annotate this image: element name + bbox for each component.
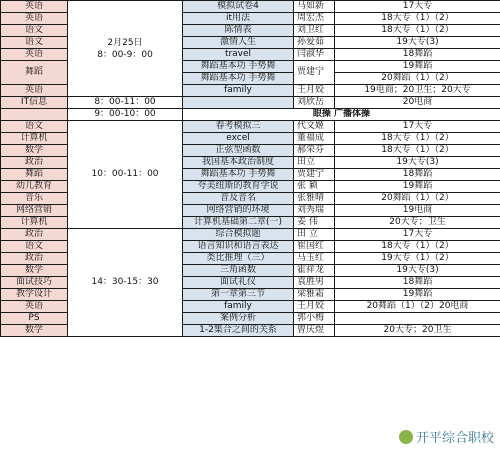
subject-cell: 语文 <box>1 37 68 49</box>
teacher-cell: 董福成 <box>294 133 335 145</box>
subject-cell: 英语 <box>1 1 68 13</box>
subject-cell: 舞蹈 <box>1 61 68 85</box>
watermark <box>397 427 496 446</box>
course-cell: 类比推理（三） <box>183 253 294 265</box>
course-cell: 1-2集合之间的关系 <box>183 325 294 337</box>
subject-cell: 语文 <box>1 121 68 133</box>
teacher-cell: 梁雅霜 <box>294 289 335 301</box>
time-slot-cell: 9：00-10：00 <box>68 109 183 121</box>
class-cell: 17大专 <box>335 1 500 13</box>
class-cell: 19电商；20卫生；20大专 <box>335 85 500 97</box>
subject-cell: 数学 <box>1 145 68 157</box>
teacher-cell: 王月姣 <box>294 301 335 313</box>
watermark-text: 开平综合职校 <box>415 431 494 446</box>
course-cell: 陈情表 <box>183 25 294 37</box>
class-cell <box>335 313 500 325</box>
class-cell: 18大专（1）（2） <box>335 241 500 253</box>
class-cell: 18大专（1）（2） <box>335 25 500 37</box>
subject-cell: 数学 <box>1 325 68 337</box>
subject-cell: 教学设计 <box>1 289 68 301</box>
teacher-cell: 张雅晴 <box>294 193 335 205</box>
course-cell: travel <box>183 49 294 61</box>
exercise-band: 眼操 广播体操 <box>183 109 500 121</box>
class-cell: 18舞蹈 <box>335 277 500 289</box>
subject-cell: 英语 <box>1 13 68 25</box>
teacher-cell: 张 颖 <box>294 181 335 193</box>
teacher-cell: 王月姣 <box>294 85 335 97</box>
class-cell: 20舞蹈（1）（2） <box>335 193 500 205</box>
subject-cell: 舞蹈 <box>1 169 68 181</box>
course-cell: 网络营销的环境 <box>183 205 294 217</box>
course-cell: 夸美纽斯的教育学说 <box>183 181 294 193</box>
class-cell: 17大专 <box>335 229 500 241</box>
class-cell: 19大专(3) <box>335 157 500 169</box>
class-cell: 20舞蹈（1）（2）20电商 <box>335 301 500 313</box>
course-cell: 三角函数 <box>183 265 294 277</box>
subject-cell: 英语 <box>1 301 68 313</box>
table-row <box>1 121 500 133</box>
course-cell: 案例分析 <box>183 313 294 325</box>
subject-cell <box>1 109 68 121</box>
class-cell: 20舞蹈（1）（2） <box>335 73 500 85</box>
table-row <box>1 1 500 13</box>
course-cell: 激情人生 <box>183 37 294 49</box>
class-cell: 20电商 <box>335 97 500 109</box>
subject-cell: 语文 <box>1 25 68 37</box>
course-cell: excel <box>183 133 294 145</box>
course-cell: 语言知识和语言表达 <box>183 241 294 253</box>
class-cell: 18舞蹈 <box>335 49 500 61</box>
time-slot-cell: 14：30-15：30 <box>68 229 183 337</box>
class-cell: 19舞蹈 <box>335 181 500 193</box>
time-slot-cell: 10：00-11：00 <box>68 121 183 229</box>
teacher-cell: 田 立 <box>294 229 335 241</box>
class-cell: 18大专（1）（2） <box>335 145 500 157</box>
course-cell: 我国基本政治制度 <box>183 157 294 169</box>
class-cell: 18大专（1）（2） <box>335 13 500 25</box>
teacher-cell: 霍祥龙 <box>294 265 335 277</box>
course-cell: 舞蹈基本功 手势舞 <box>183 61 294 73</box>
course-cell: 春考模拟三 <box>183 121 294 133</box>
subject-cell: 英语 <box>1 85 68 97</box>
class-cell: 17大专 <box>335 121 500 133</box>
class-cell: 20大专；20卫生 <box>335 325 500 337</box>
teacher-cell: 姜 伟 <box>294 217 335 229</box>
teacher-cell: 刘卫红 <box>294 25 335 37</box>
teacher-cell: 贾建宁 <box>294 169 335 181</box>
subject-cell: 面试技巧 <box>1 277 68 289</box>
class-cell: 19舞蹈 <box>335 289 500 301</box>
course-cell: 音及音名 <box>183 193 294 205</box>
course-cell: 综合模拟题 <box>183 229 294 241</box>
teacher-cell: 刘欣岳 <box>294 97 335 109</box>
time-slot-cell: 8：00-11：00 <box>68 97 183 109</box>
subject-cell: 音乐 <box>1 193 68 205</box>
time-slot-cell: 2月25日 8：00-9：00 <box>68 1 183 97</box>
subject-cell: 数学 <box>1 265 68 277</box>
course-cell <box>183 97 294 109</box>
subject-cell: IT信息 <box>1 97 68 109</box>
subject-cell: 英语 <box>1 49 68 61</box>
teacher-cell: 刘秀瑞 <box>294 205 335 217</box>
teacher-cell: 袁胜男 <box>294 277 335 289</box>
teacher-cell: 周宏杰 <box>294 13 335 25</box>
subject-cell: 语文 <box>1 241 68 253</box>
teacher-cell: 孙爱茹 <box>294 37 335 49</box>
subject-cell: 政治 <box>1 157 68 169</box>
course-cell: 计算机基础第二章(一) <box>183 217 294 229</box>
course-cell: 模拟试卷4 <box>183 1 294 13</box>
wechat-logo-icon <box>399 430 413 444</box>
teacher-cell: 田立 <box>294 157 335 169</box>
course-cell: 正弦型函数 <box>183 145 294 157</box>
class-cell: 19电商 <box>335 205 500 217</box>
teacher-cell: 贾建宁 <box>294 61 335 85</box>
teacher-cell: 代文姬 <box>294 121 335 133</box>
class-cell: 19舞蹈 <box>335 61 500 73</box>
subject-cell: 计算机 <box>1 133 68 145</box>
subject-cell: 政治 <box>1 229 68 241</box>
course-cell: 舞蹈基本功 手势舞 <box>183 169 294 181</box>
teacher-cell: 崔国红 <box>294 241 335 253</box>
subject-cell: PS <box>1 313 68 325</box>
table-row <box>1 229 500 241</box>
course-cell: family <box>183 85 294 97</box>
course-cell: it用法 <box>183 13 294 25</box>
teacher-cell: 曾庆煜 <box>294 325 335 337</box>
class-cell: 20大专；卫生 <box>335 217 500 229</box>
class-cell: 18舞蹈 <box>335 169 500 181</box>
course-cell: family <box>183 301 294 313</box>
teacher-cell: 马玉红 <box>294 253 335 265</box>
teacher-cell: 马如新 <box>294 1 335 13</box>
class-cell: 19大专（1）（2） <box>335 253 500 265</box>
teacher-cell: 郝荣芬 <box>294 145 335 157</box>
subject-cell: 计算机 <box>1 217 68 229</box>
teacher-cell: 郭小梅 <box>294 313 335 325</box>
subject-cell: 网络营销 <box>1 205 68 217</box>
course-cell: 第一章第三节 <box>183 289 294 301</box>
table-row <box>1 97 500 109</box>
course-cell: 舞蹈基本功 手势舞 <box>183 73 294 85</box>
class-cell: 19大专(3) <box>335 265 500 277</box>
course-cell: 面试礼仪 <box>183 277 294 289</box>
table-row <box>1 109 500 121</box>
subject-cell: 政治 <box>1 253 68 265</box>
teacher-cell: 闫淑华 <box>294 49 335 61</box>
class-cell: 18大专（1）（2） <box>335 133 500 145</box>
class-cell: 19大专(3) <box>335 37 500 49</box>
subject-cell: 幼儿教育 <box>1 181 68 193</box>
